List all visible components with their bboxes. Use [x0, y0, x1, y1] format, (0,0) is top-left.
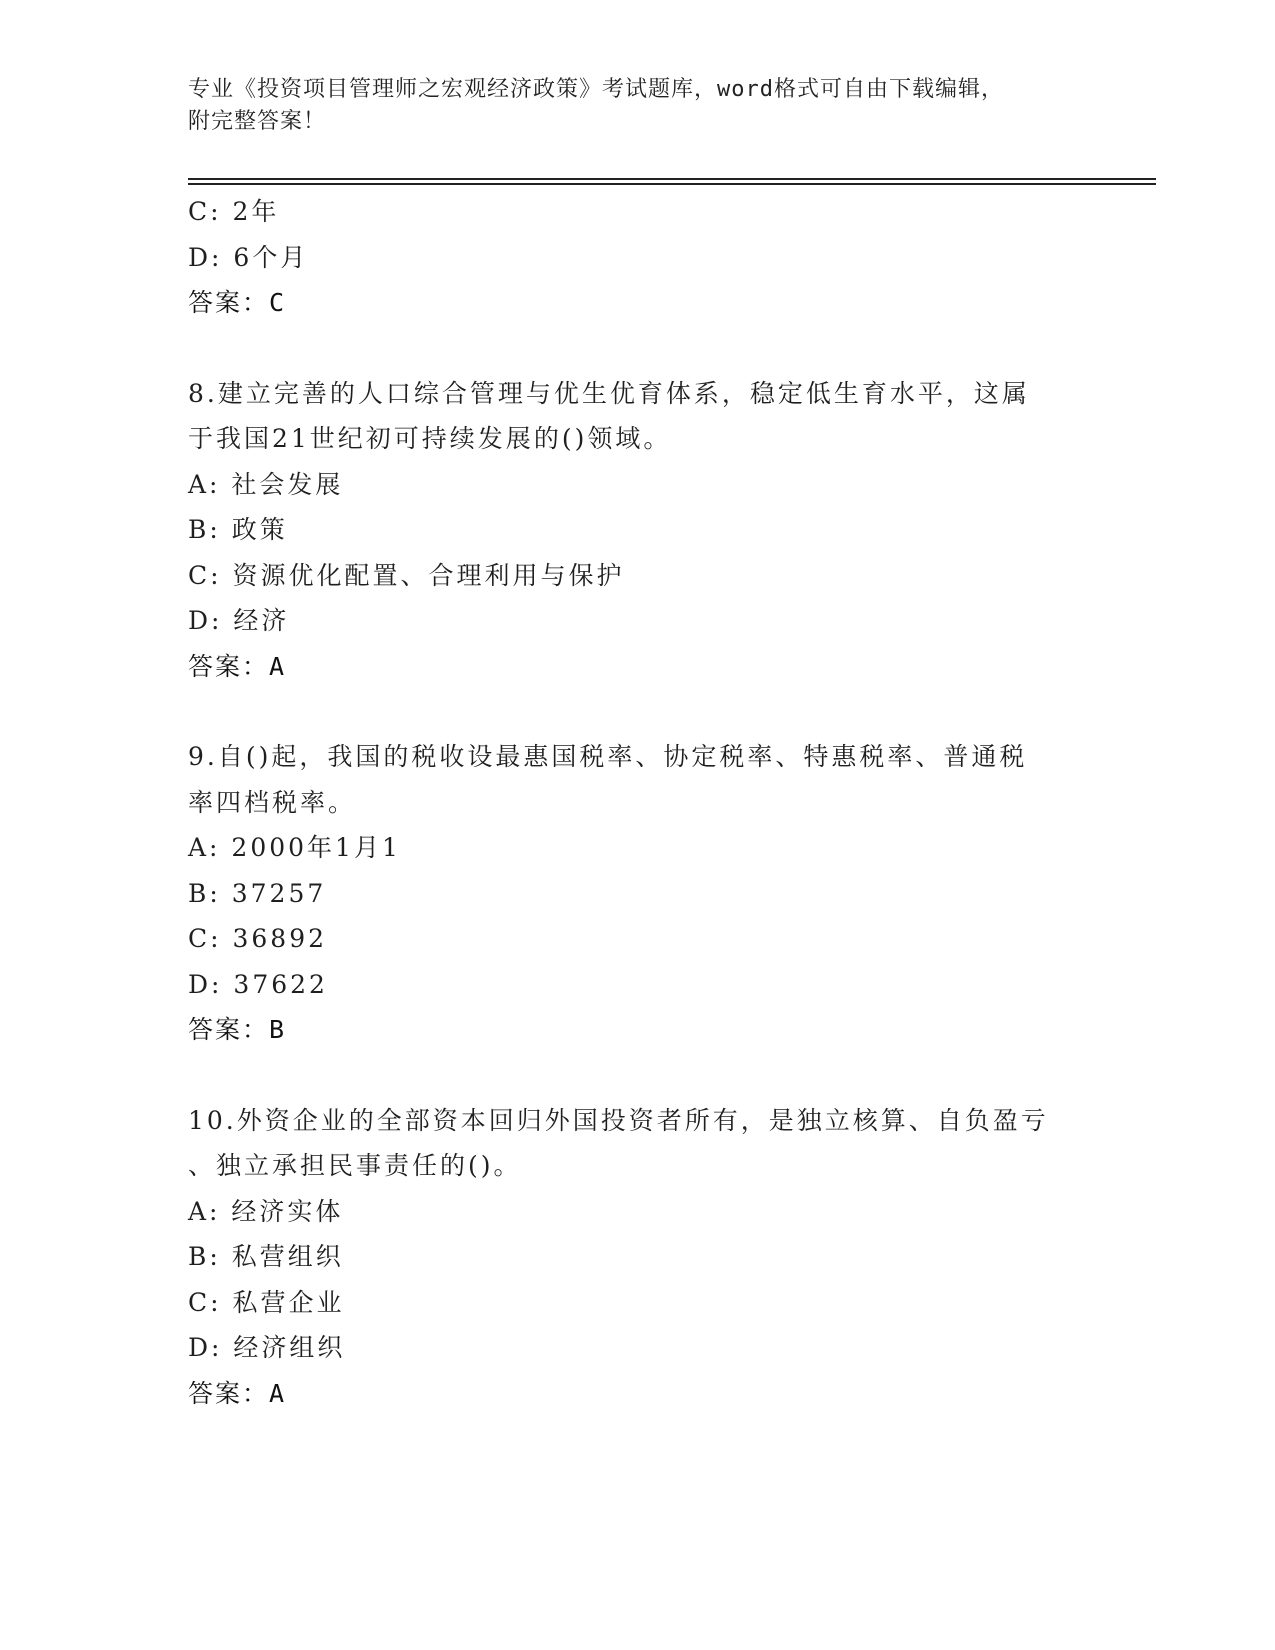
- answer-value: A: [269, 651, 287, 681]
- option-a: A: 2000年1月1: [188, 833, 401, 862]
- option-b: B: 政策: [188, 515, 288, 544]
- question-block: [188, 734, 1088, 1053]
- option-d: D: 经济: [188, 606, 290, 635]
- option-c: C: 36892: [188, 924, 328, 953]
- answer-line: [188, 1007, 1088, 1053]
- header-line-2: 附完整答案！: [188, 109, 327, 134]
- option-d: D: 37622: [188, 969, 328, 999]
- option-c: C: 2年: [188, 197, 280, 226]
- header-divider-bottom: [188, 183, 1156, 185]
- answer-line: [188, 1371, 1088, 1417]
- answer-label: 答案：: [188, 288, 270, 317]
- question-text-line: 率四档税率。: [188, 787, 357, 817]
- question-block: [188, 371, 1088, 690]
- answer-label: 答案：: [188, 1015, 270, 1044]
- question-block: [188, 189, 1088, 326]
- option-d: D: 经济组织: [188, 1333, 346, 1362]
- option-b: B: 私营组织: [188, 1242, 344, 1271]
- option-c: C: 资源优化配置、合理利用与保护: [188, 560, 625, 590]
- option-c: C: 私营企业: [188, 1287, 345, 1317]
- question-block: [188, 1098, 1088, 1417]
- answer-label: 答案：: [188, 1378, 270, 1408]
- answer-line: [188, 280, 1088, 326]
- answer-value: C: [269, 288, 287, 317]
- answer-label: 答案：: [188, 651, 270, 681]
- option-b: B: 37257: [188, 878, 327, 908]
- option-d: D: 6个月: [188, 242, 309, 272]
- answer-value: A: [269, 1378, 287, 1408]
- answer-value: B: [269, 1015, 287, 1044]
- option-a: A: 经济实体: [188, 1196, 344, 1226]
- answer-line: [188, 644, 1088, 690]
- question-text-line: 8.建立完善的人口综合管理与优生优育体系，稳定低生育水平，这属: [188, 378, 1030, 408]
- option-a: A: 社会发展: [188, 469, 344, 499]
- header-divider-top: [188, 178, 1156, 180]
- question-text-line: 于我国21世纪初可持续发展的()领域。: [188, 424, 672, 453]
- question-text-line: 、独立承担民事责任的()。: [188, 1151, 522, 1180]
- header-line-1: 专业《投资项目管理师之宏观经济政策》考试题库，word格式可自由下载编辑，: [188, 77, 1004, 102]
- question-text-line: 10.外资企业的全部资本回归外国投资者所有，是独立核算、自负盈亏: [188, 1105, 1049, 1135]
- question-text-line: 9.自()起，我国的税收设最惠国税率、协定税率、特惠税率、普通税: [188, 742, 1028, 771]
- page-header: [188, 74, 1088, 138]
- question-list: [188, 189, 1088, 1416]
